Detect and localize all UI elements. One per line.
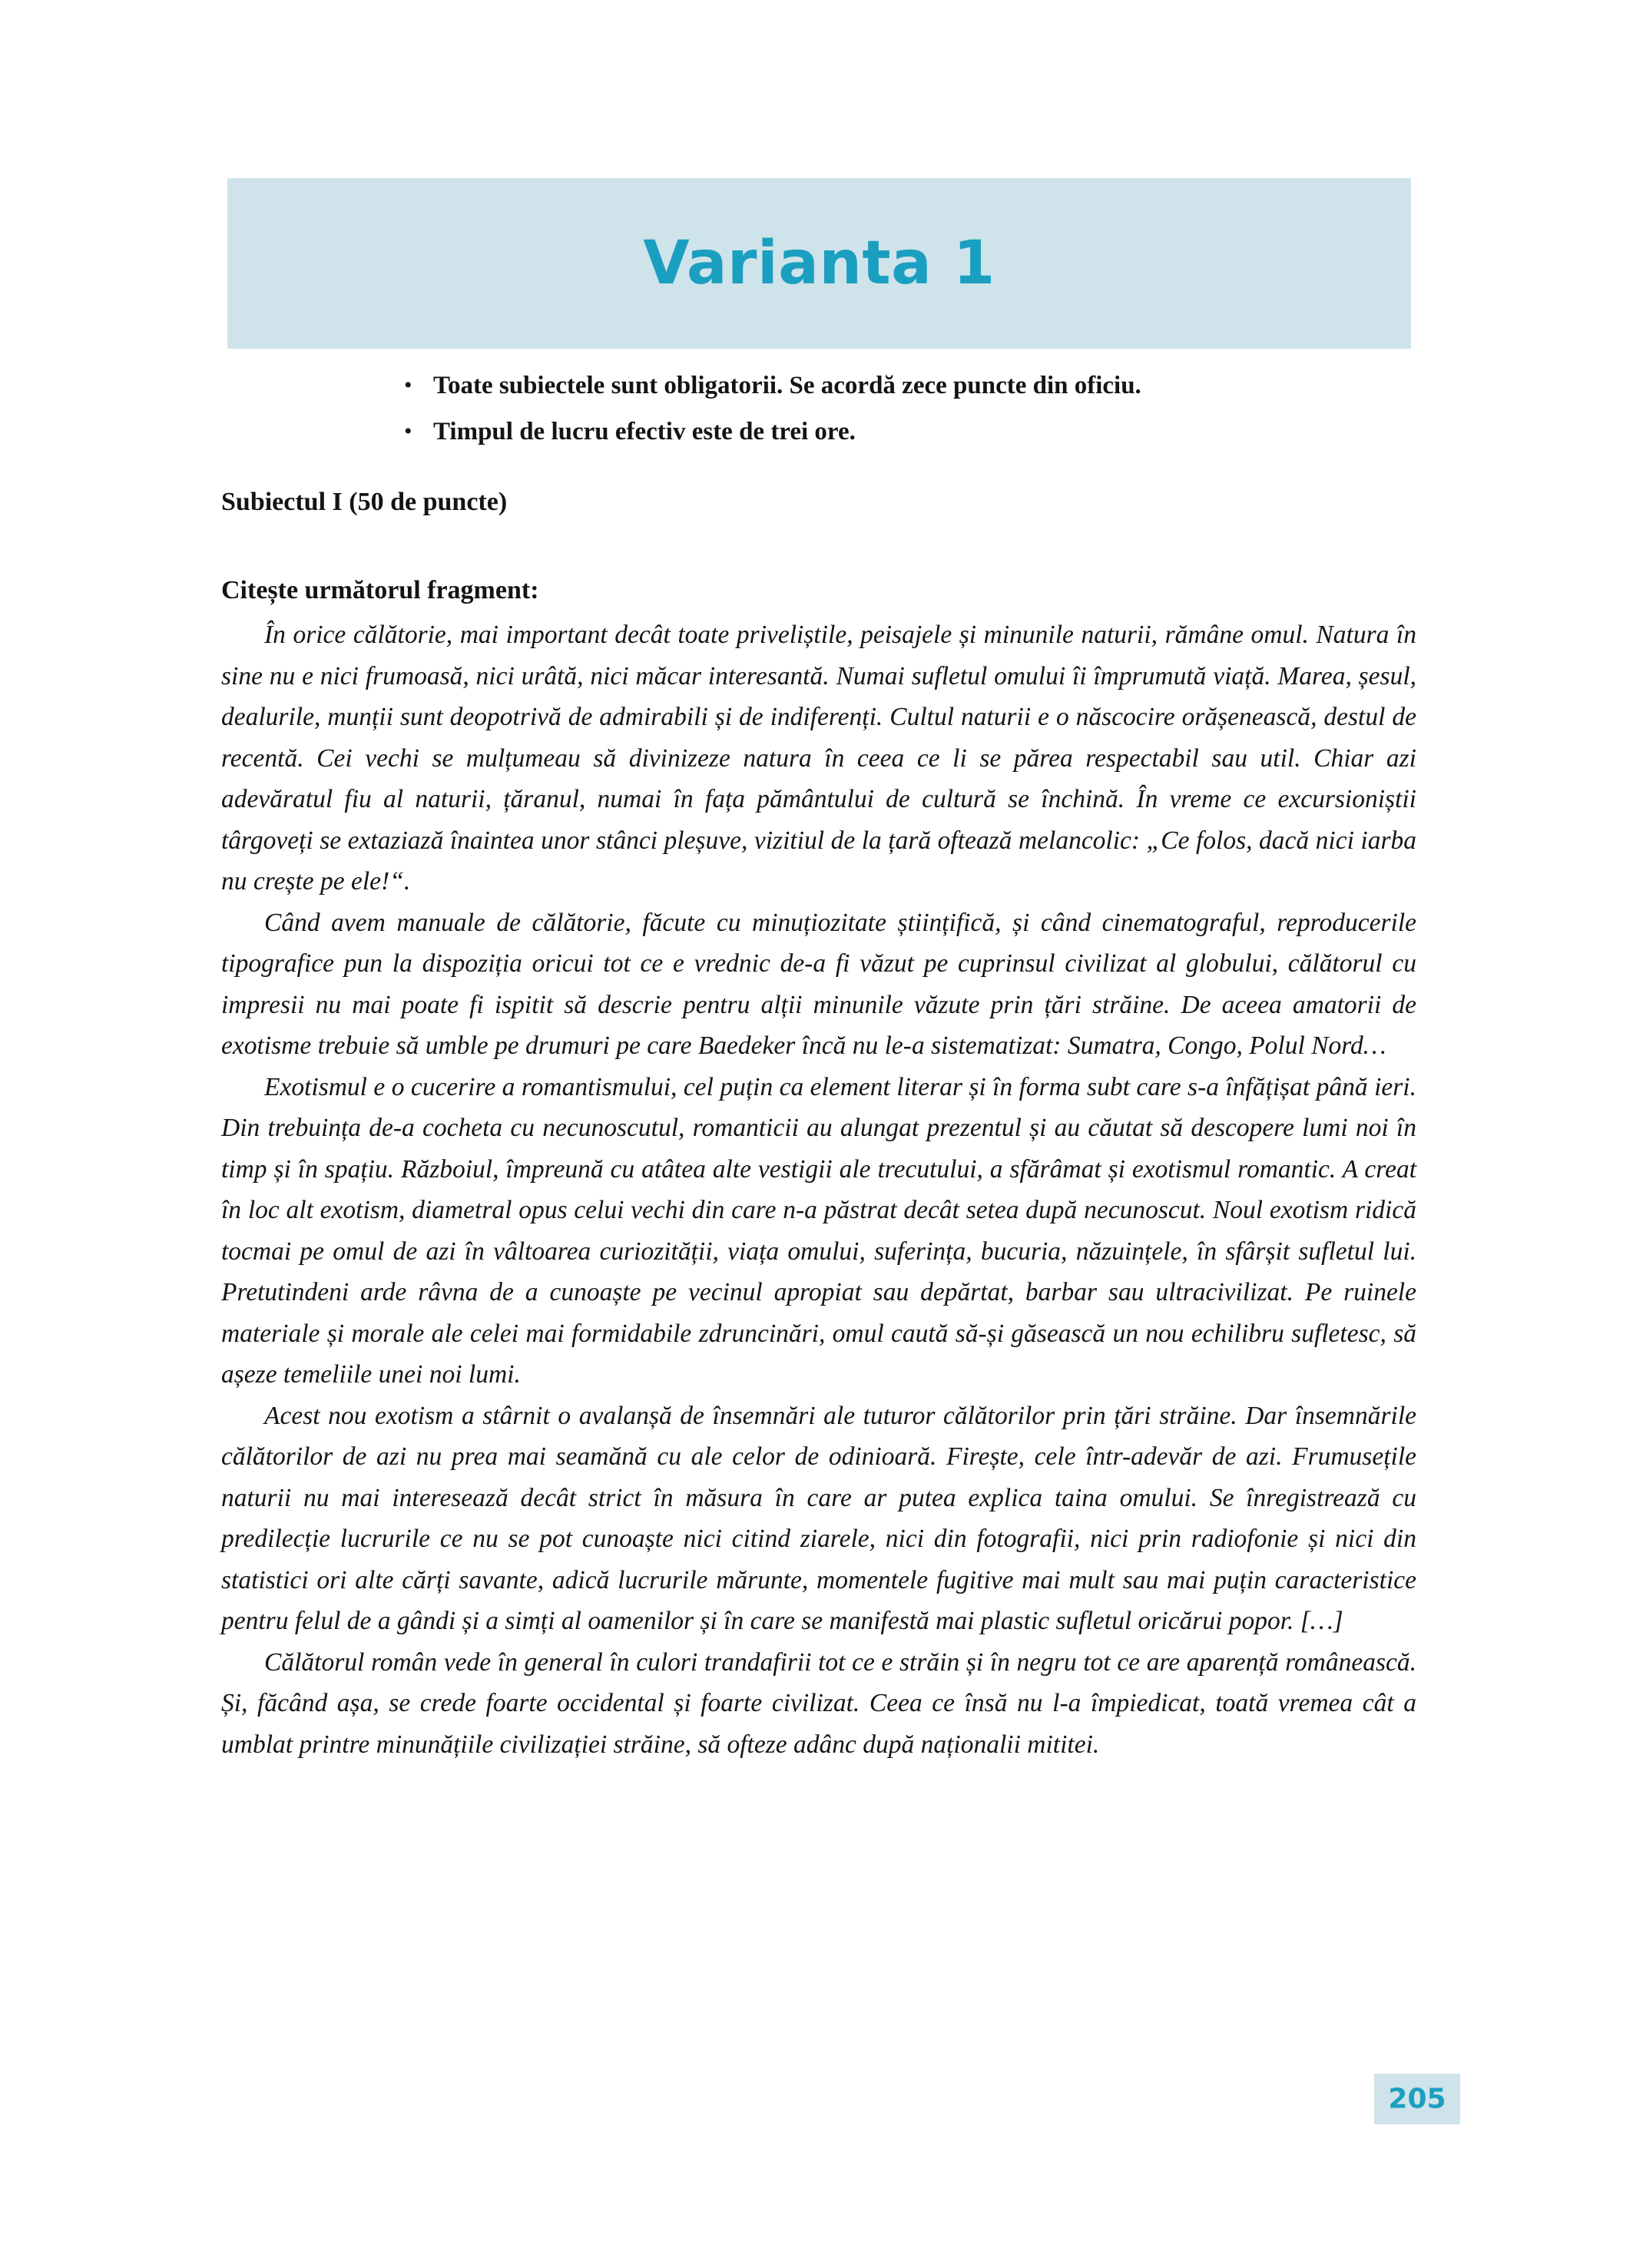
- bullet-icon: •: [404, 372, 412, 398]
- list-item: [399, 367, 1413, 404]
- fragment-body: [221, 614, 1416, 1765]
- page-number-badge: [1374, 2074, 1460, 2124]
- page-number: 205: [1388, 2083, 1446, 2115]
- read-fragment-heading: Citește următorul fragment:: [221, 576, 539, 604]
- paragraph: Acest nou exotism a stârnit o avalanșă de însemnări ale tuturor călătorilor prin țări străine. Dar însemnările călătorilor de azi nu prea mai seamănă cu ale celor de odinioară. Firește, cele într-adevăr de azi. Frumusețile naturii nu mai interesează decât strict în măsura în care ar putea explica taina omului. Se înregistrează cu predilecție lucrurile ce nu se pot cunoaște nici citind ziarele, nici din fotografii, nici prin radiofonie și nici din statistici ori alte cărți savante, adică lucrurile mărunte, momentele fugitive mai mult sau mai puțin caracteristice pentru felul de a gândi și a simți al oamenilor și în care se manifestă mai plastic sufletul oricărui popor. […]: [221, 1401, 1416, 1635]
- bullet-icon: •: [404, 419, 412, 444]
- list-item: [399, 413, 1413, 450]
- paragraph: Când avem manuale de călătorie, făcute cu minuțiozitate științifică, și când cinematograful, reproducerile tipografice pun la dispoziția oricui tot ce e vrednic de-a fi văzut pe cuprinsul civilizat al globului, călătorul cu impresii nu mai poate fi ispitit să descrie pentru alții minunile văzute prin țări străine. De aceea amatorii de exotisme trebuie să umble pe drumuri pe care Baedeker încă nu le-a sistematizat: Sumatra, Congo, Polul Nord…: [221, 908, 1416, 1060]
- instruction-text: Toate subiectele sunt obligatorii. Se acordă zece puncte din oficiu.: [433, 372, 1141, 399]
- subject-heading: Subiectul I (50 de puncte): [221, 488, 508, 516]
- paragraph: În orice călătorie, mai important decât toate priveliștile, peisajele și minunile naturii, rămâne omul. Natura în sine nu e nici frumoasă, nici urâtă, nici măcar interesantă. Numai sufletul omului îi împrumută viață. Marea, șesul, dealurile, munții sunt deopotrivă de admirabili și de indiferenți. Cultul naturii e o născocire orășenească, destul de recentă. Cei vechi se mulțumeau să divinizeze natura în ceea ce li se părea respectabil sau util. Chiar azi adevăratul fiu al naturii, țăranul, numai în fața pământului de cultură se închină. În vreme ce excursioniștii târgoveți se extaziază înaintea unor stânci pleșuve, vizitiul de la țară oftează melancolic: „Ce folos, dacă nici iarba nu crește pe ele!“.: [221, 621, 1416, 896]
- paragraph: Călătorul român vede în general în culori trandafirii tot ce e străin și în negru tot ce are aparență românească. Și, făcând așa, se crede foarte occidental și foarte civilizat. Ceea ce însă nu l-a împiedicat, toată vremea cât a umblat printre minunățiile civilizației străine, să ofteze adânc după naționalii mititei.: [221, 1647, 1416, 1759]
- variant-title-banner: [227, 178, 1411, 349]
- instructions-list: [399, 367, 1413, 459]
- paragraph: Exotismul e o cucerire a romantismului, cel puțin ca element literar și în forma subt care s-a înfățișat până ieri. Din trebuința de-a cocheta cu necunoscutul, romanticii au alungat prezentul și au căutat să descopere lumi noi în timp și în spațiu. Războiul, împreună cu atâtea alte vestigii ale trecutului, a sfărâmat și exotismul romantic. A creat în loc alt exotism, diametral opus celui vechi din care n-a păstrat decât setea după necunoscut. Noul exotism ridică tocmai pe omul de azi în vâltoarea curiozității, viața omului, suferința, bucuria, năzuințele, în sfârșit sufletul lui. Pretutindeni arde râvna de a cunoaște pe vecinul apropiat sau depărtat, barbar sau ultracivilizat. Pe ruinele materiale și morale ale celei mai formidabile zdruncinări, omul caută să-și găsească un nou echilibru sufletesc, să așeze temeliile unei noi lumi.: [221, 1072, 1416, 1389]
- page-title: Varianta 1: [643, 229, 995, 298]
- instruction-text: Timpul de lucru efectiv este de trei ore.: [433, 418, 856, 445]
